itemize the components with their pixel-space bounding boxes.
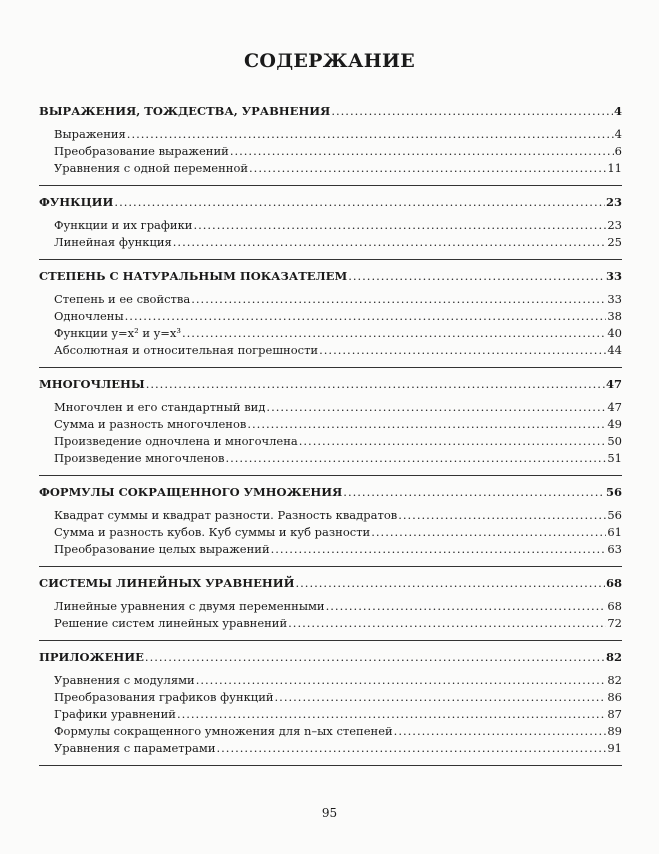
table-of-contents	[39, 103, 622, 766]
toc-section-heading[interactable]	[39, 103, 622, 120]
toc-item[interactable]	[39, 672, 622, 689]
toc-item[interactable]	[39, 291, 622, 308]
toc-section-heading[interactable]	[39, 268, 622, 285]
toc-section	[39, 575, 622, 641]
toc-item[interactable]	[39, 217, 622, 234]
dot-leader	[266, 399, 606, 416]
toc-section	[39, 649, 622, 766]
dot-leader	[177, 706, 606, 723]
toc-item[interactable]	[39, 433, 622, 450]
dot-leader	[173, 234, 607, 251]
item-page-number: 4	[614, 127, 622, 141]
toc-item[interactable]	[39, 325, 622, 342]
toc-section-heading[interactable]	[39, 484, 622, 501]
item-title: Преобразования графиков функций	[54, 690, 274, 704]
dot-leader	[249, 160, 606, 177]
toc-section	[39, 194, 622, 260]
item-title: Линейные уравнения с двумя переменными	[54, 599, 325, 613]
item-page-number: 47	[607, 400, 622, 414]
section-title: МНОГОЧЛЕНЫ	[39, 377, 145, 391]
item-title: Функции y=x² и y=x³	[54, 326, 181, 340]
item-page-number: 51	[607, 451, 622, 465]
toc-items	[39, 291, 622, 367]
section-title: ФОРМУЛЫ СОКРАЩЕННОГО УМНОЖЕНИЯ	[39, 485, 343, 499]
dot-leader	[182, 325, 606, 342]
item-title: Преобразование выражений	[54, 144, 229, 158]
item-page-number: 87	[607, 707, 622, 721]
toc-section-heading[interactable]	[39, 194, 622, 211]
dot-leader	[271, 541, 607, 558]
item-page-number: 50	[607, 434, 622, 448]
toc-items	[39, 672, 622, 765]
toc-item[interactable]	[39, 541, 622, 558]
toc-item[interactable]	[39, 524, 622, 541]
dot-leader	[145, 649, 605, 666]
item-title: Решение систем линейных уравнений	[54, 616, 288, 630]
toc-items	[39, 598, 622, 640]
section-title: СТЕПЕНЬ С НАТУРАЛЬНЫМ ПОКАЗАТЕЛЕМ	[39, 269, 348, 283]
toc-items	[39, 507, 622, 566]
toc-item[interactable]	[39, 160, 622, 177]
dot-leader	[348, 268, 605, 285]
item-page-number: 68	[607, 599, 622, 613]
section-page-number: 4	[613, 104, 622, 118]
item-title: Абсолютная и относительная погрешности	[54, 343, 319, 357]
toc-item[interactable]	[39, 740, 622, 757]
dot-leader	[146, 376, 605, 393]
dot-leader	[331, 103, 613, 120]
toc-section	[39, 103, 622, 186]
item-page-number: 44	[607, 343, 622, 357]
item-title: Сумма и разность кубов. Куб суммы и куб разности	[54, 525, 371, 539]
item-title: Выражения	[54, 127, 126, 141]
toc-item[interactable]	[39, 723, 622, 740]
section-page-number: 33	[605, 269, 622, 283]
toc-item[interactable]	[39, 308, 622, 325]
dot-leader	[127, 126, 614, 143]
item-title: Произведение одночлена и многочлена	[54, 434, 298, 448]
section-title: СИСТЕМЫ ЛИНЕЙНЫХ УРАВНЕНИЙ	[39, 576, 295, 590]
dot-leader	[326, 598, 607, 615]
item-title: Квадрат суммы и квадрат разности. Разность квадратов	[54, 508, 398, 522]
section-page-number: 68	[605, 576, 622, 590]
dot-leader	[275, 689, 607, 706]
item-title: Многочлен и его стандартный вид	[54, 400, 266, 414]
dot-leader	[191, 291, 606, 308]
item-page-number: 11	[607, 161, 622, 175]
item-title: Уравнения с модулями	[54, 673, 195, 687]
item-page-number: 72	[607, 616, 622, 630]
section-title: ФУНКЦИИ	[39, 195, 114, 209]
toc-item[interactable]	[39, 126, 622, 143]
item-page-number: 33	[607, 292, 622, 306]
toc-item[interactable]	[39, 234, 622, 251]
item-page-number: 6	[614, 144, 622, 158]
item-page-number: 82	[607, 673, 622, 687]
section-title: ВЫРАЖЕНИЯ, ТОЖДЕСТВА, УРАВНЕНИЯ	[39, 104, 331, 118]
page-title: СОДЕРЖАНИЕ	[243, 50, 416, 72]
item-title: Степень и ее свойства	[54, 292, 191, 306]
page-number: 95	[321, 806, 338, 820]
item-title: Уравнения с одной переменной	[54, 161, 249, 175]
toc-item[interactable]	[39, 615, 622, 632]
dot-leader	[196, 672, 607, 689]
toc-section-heading[interactable]	[39, 575, 622, 592]
section-page-number: 47	[605, 377, 622, 391]
section-page-number: 56	[605, 485, 622, 499]
item-page-number: 38	[607, 309, 622, 323]
dot-leader	[398, 507, 606, 524]
dot-leader	[371, 524, 606, 541]
dot-leader	[125, 308, 607, 325]
toc-item[interactable]	[39, 416, 622, 433]
item-title: Преобразование целых выражений	[54, 542, 270, 556]
dot-leader	[114, 194, 605, 211]
item-page-number: 61	[607, 525, 622, 539]
item-page-number: 91	[607, 741, 622, 755]
item-title: Одночлены	[54, 309, 124, 323]
dot-leader	[225, 450, 606, 467]
toc-item[interactable]	[39, 143, 622, 160]
item-page-number: 25	[607, 235, 622, 249]
dot-leader	[319, 342, 606, 359]
item-page-number: 23	[607, 218, 622, 232]
dot-leader	[288, 615, 606, 632]
dot-leader	[193, 217, 606, 234]
dot-leader	[343, 484, 605, 501]
dot-leader	[394, 723, 607, 740]
toc-items	[39, 126, 622, 185]
toc-section	[39, 268, 622, 368]
item-title: Графики уравнений	[54, 707, 176, 721]
toc-item[interactable]	[39, 507, 622, 524]
item-page-number: 86	[607, 690, 622, 704]
dot-leader	[299, 433, 607, 450]
section-page-number: 23	[605, 195, 622, 209]
dot-leader	[295, 575, 605, 592]
item-page-number: 40	[607, 326, 622, 340]
toc-item[interactable]	[39, 342, 622, 359]
item-page-number: 63	[607, 542, 622, 556]
item-title: Уравнения с параметрами	[54, 741, 216, 755]
dot-leader	[230, 143, 614, 160]
toc-section-heading[interactable]	[39, 376, 622, 393]
item-title: Функции и их графики	[54, 218, 193, 232]
toc-section-heading[interactable]	[39, 649, 622, 666]
toc-item[interactable]	[39, 450, 622, 467]
dot-leader	[217, 740, 607, 757]
toc-item[interactable]	[39, 706, 622, 723]
item-page-number: 89	[607, 724, 622, 738]
toc-item[interactable]	[39, 598, 622, 615]
item-title: Линейная функция	[54, 235, 172, 249]
section-page-number: 82	[605, 650, 622, 664]
item-title: Произведение многочленов	[54, 451, 225, 465]
toc-item[interactable]	[39, 399, 622, 416]
toc-items	[39, 399, 622, 475]
section-title: ПРИЛОЖЕНИЕ	[39, 650, 144, 664]
item-title: Сумма и разность многочленов	[54, 417, 247, 431]
item-page-number: 56	[607, 508, 622, 522]
toc-section	[39, 376, 622, 476]
item-title: Формулы сокращенного умножения для n–ых степеней	[54, 724, 393, 738]
toc-items	[39, 217, 622, 259]
toc-section	[39, 484, 622, 567]
dot-leader	[247, 416, 606, 433]
item-page-number: 49	[607, 417, 622, 431]
toc-item[interactable]	[39, 689, 622, 706]
